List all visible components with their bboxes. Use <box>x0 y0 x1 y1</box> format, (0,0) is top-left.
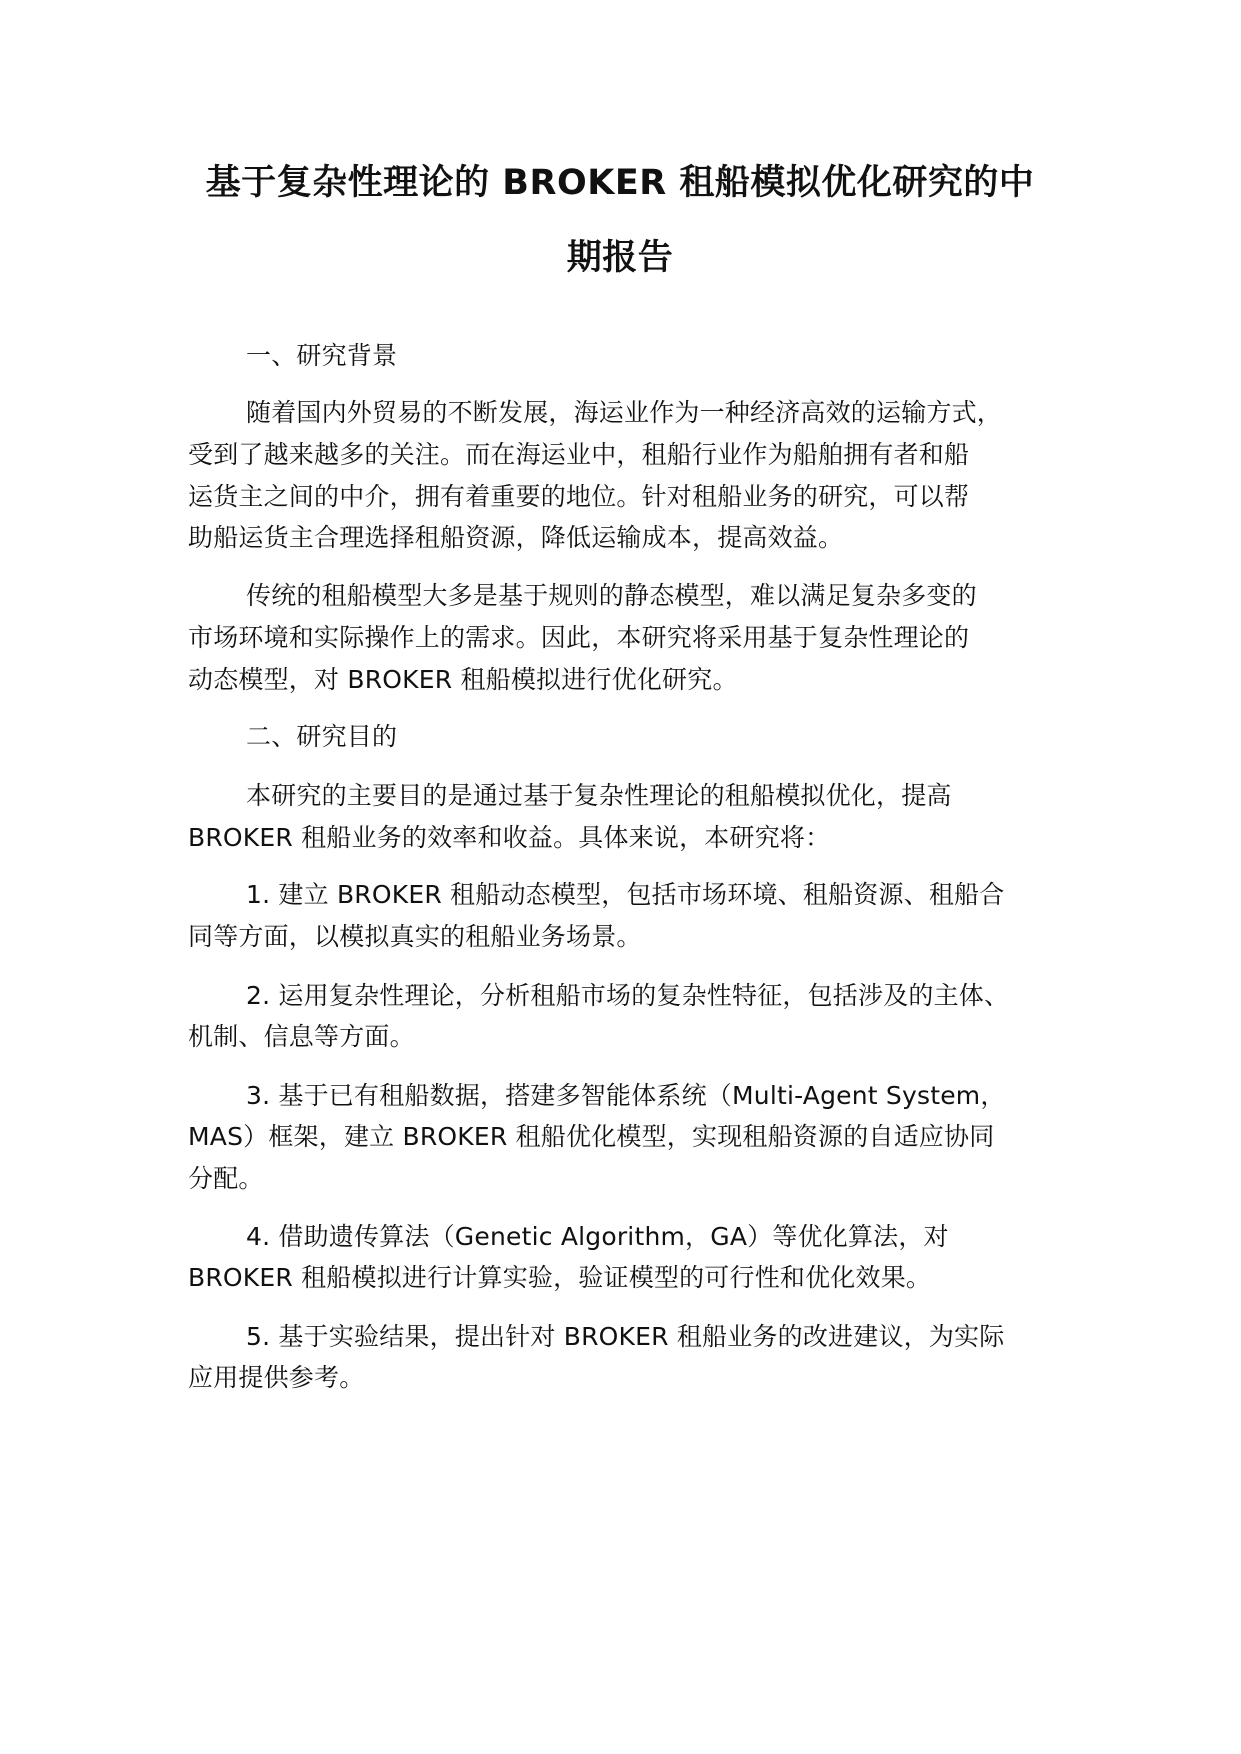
list-item-line: 机制、信息等方面。 <box>188 1022 415 1051</box>
list-item-line: 分配。 <box>188 1164 264 1193</box>
list-item-line: 1. 建立 BROKER 租船动态模型，包括市场环境、租船资源、租船合 <box>246 880 1005 909</box>
list-item-line: 2. 运用复杂性理论，分析租船市场的复杂性特征，包括涉及的主体、 <box>246 981 1010 1010</box>
list-item-line: 同等方面，以模拟真实的租船业务场景。 <box>188 922 642 951</box>
list-item-line: BROKER 租船模拟进行计算实验，验证模型的可行性和优化效果。 <box>188 1263 932 1292</box>
document-title-line-2: 期报告 <box>566 238 674 278</box>
list-item-line: 4. 借助遗传算法（Genetic Algorithm，GA）等优化算法，对 <box>246 1222 949 1251</box>
list-item-line: 3. 基于已有租船数据，搭建多智能体系统（Multi-Agent System， <box>246 1081 1006 1110</box>
list-item-line: 应用提供参考。 <box>188 1363 365 1392</box>
section-heading-background: 一、研究背景 <box>246 341 398 370</box>
paragraph-line: 传统的租船模型大多是基于规则的静态模型，难以满足复杂多变的 <box>246 581 977 610</box>
document-title-line-1: 基于复杂性理论的 BROKER 租船模拟优化研究的中 <box>205 163 1035 203</box>
list-item-line: 5. 基于实验结果，提出针对 BROKER 租船业务的改进建议，为实际 <box>246 1322 1005 1351</box>
list-item-line: MAS）框架，建立 BROKER 租船优化模型，实现租船资源的自适应协同 <box>188 1122 995 1151</box>
paragraph-line: 市场环境和实际操作上的需求。因此，本研究将采用基于复杂性理论的 <box>188 623 970 652</box>
paragraph-line: 本研究的主要目的是通过基于复杂性理论的租船模拟优化，提高 <box>246 781 952 810</box>
paragraph-line: 助船运货主合理选择租船资源，降低运输成本，提高效益。 <box>188 523 844 552</box>
paragraph-line: 动态模型，对 BROKER 租船模拟进行优化研究。 <box>188 665 738 694</box>
paragraph-line: 运货主之间的中介，拥有着重要的地位。针对租船业务的研究，可以帮 <box>188 482 970 511</box>
section-heading-objectives: 二、研究目的 <box>246 722 398 751</box>
paragraph-line: BROKER 租船业务的效率和收益。具体来说，本研究将： <box>188 823 831 852</box>
paragraph-line: 随着国内外贸易的不断发展，海运业作为一种经济高效的运输方式， <box>246 398 1003 427</box>
paragraph-line: 受到了越来越多的关注。而在海运业中，租船行业作为船舶拥有者和船 <box>188 440 970 469</box>
